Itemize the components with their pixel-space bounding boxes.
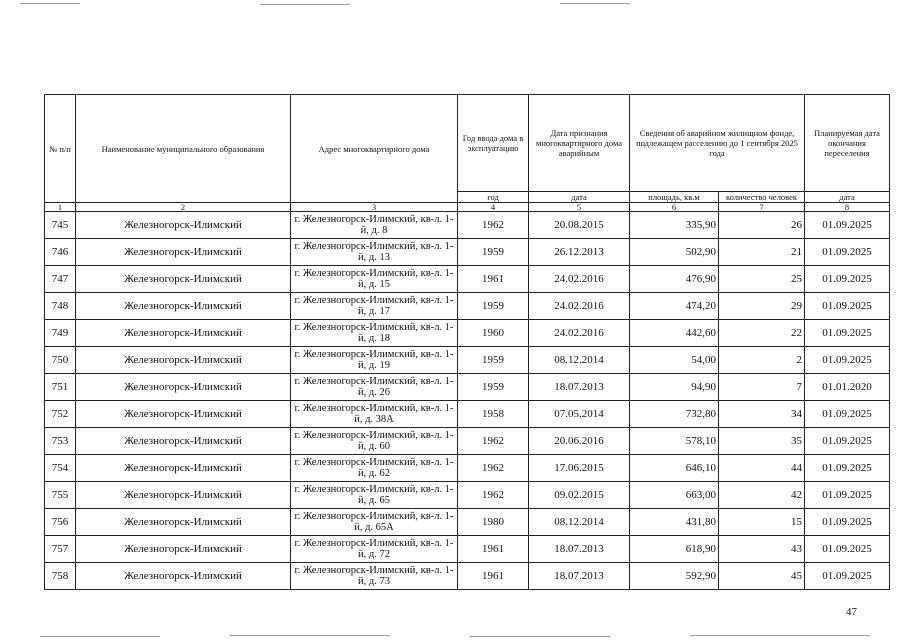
planned-date-cell: 01.01.2020 (805, 374, 890, 401)
people-count-cell: 42 (719, 482, 805, 509)
row-number-cell: 758 (45, 563, 76, 590)
address-cell: г. Железногорск-Илимский, кв-л. 1-й, д. 73 (291, 563, 458, 590)
people-count-cell: 43 (719, 536, 805, 563)
column-number: 8 (805, 203, 890, 212)
year-cell: 1959 (458, 374, 529, 401)
people-count-cell: 25 (719, 266, 805, 293)
area-cell: 732,80 (630, 401, 719, 428)
people-count-cell: 22 (719, 320, 805, 347)
recognition-date-cell: 24.02.2016 (529, 266, 630, 293)
row-number-cell: 754 (45, 455, 76, 482)
address-cell: г. Железногорск-Илимский, кв-л. 1-й, д. 38А (291, 401, 458, 428)
municipality-cell: Железногорск-Илимский (76, 401, 291, 428)
year-cell: 1959 (458, 293, 529, 320)
year-cell: 1962 (458, 428, 529, 455)
planned-date-cell: 01.09.2025 (805, 482, 890, 509)
column-number-row (45, 203, 890, 212)
column-number: 2 (76, 203, 291, 212)
area-cell: 431,80 (630, 509, 719, 536)
area-cell: 578,10 (630, 428, 719, 455)
municipality-cell: Железногорск-Илимский (76, 536, 291, 563)
planned-date-cell: 01.09.2025 (805, 536, 890, 563)
year-cell: 1962 (458, 212, 529, 239)
header-row (45, 95, 890, 192)
table-row (45, 482, 890, 509)
recognition-date-cell: 26.12.2013 (529, 239, 630, 266)
recognition-date-cell: 20.08.2015 (529, 212, 630, 239)
year-cell: 1961 (458, 536, 529, 563)
people-count-cell: 7 (719, 374, 805, 401)
address-cell: г. Железногорск-Илимский, кв-л. 1-й, д. 65А (291, 509, 458, 536)
municipality-cell: Железногорск-Илимский (76, 374, 291, 401)
planned-date-cell: 01.09.2025 (805, 320, 890, 347)
people-count-cell: 34 (719, 401, 805, 428)
row-number-cell: 747 (45, 266, 76, 293)
row-number-cell: 757 (45, 536, 76, 563)
address-cell: г. Железногорск-Илимский, кв-л. 1-й, д. 8 (291, 212, 458, 239)
column-number: 3 (291, 203, 458, 212)
planned-date-cell: 01.09.2025 (805, 239, 890, 266)
header-col3: Адрес многоквартирного дома (291, 95, 458, 203)
planned-date-cell: 01.09.2025 (805, 293, 890, 320)
header-col6: Сведения об аварийном жилищном фонде, подлежащем расселению до 1 сентября 2025 года (630, 95, 805, 192)
table-row (45, 347, 890, 374)
area-cell: 335,90 (630, 212, 719, 239)
address-cell: г. Железногорск-Илимский, кв-л. 1-й, д. 26 (291, 374, 458, 401)
recognition-date-cell: 07.05.2014 (529, 401, 630, 428)
column-number: 7 (719, 203, 805, 212)
scan-artifact (20, 3, 80, 4)
row-number-cell: 751 (45, 374, 76, 401)
recognition-date-cell: 08.12.2014 (529, 509, 630, 536)
area-cell: 618,90 (630, 536, 719, 563)
scan-artifact (690, 635, 870, 636)
address-cell: г. Железногорск-Илимский, кв-л. 1-й, д. 18 (291, 320, 458, 347)
planned-date-cell: 01.09.2025 (805, 563, 890, 590)
municipality-cell: Железногорск-Илимский (76, 428, 291, 455)
people-count-cell: 26 (719, 212, 805, 239)
table-row (45, 374, 890, 401)
table-row (45, 212, 890, 239)
row-number-cell: 745 (45, 212, 76, 239)
header-col2: Наименование муниципального образования (76, 95, 291, 203)
municipality-cell: Железногорск-Илимский (76, 266, 291, 293)
people-count-cell: 29 (719, 293, 805, 320)
planned-date-cell: 01.09.2025 (805, 347, 890, 374)
area-cell: 442,60 (630, 320, 719, 347)
year-cell: 1962 (458, 482, 529, 509)
table-row (45, 239, 890, 266)
year-cell: 1959 (458, 347, 529, 374)
page-number: 47 (846, 606, 857, 618)
table-row (45, 320, 890, 347)
column-number: 4 (458, 203, 529, 212)
people-count-cell: 35 (719, 428, 805, 455)
municipality-cell: Железногорск-Илимский (76, 293, 291, 320)
subheader-col4: год (458, 192, 529, 203)
planned-date-cell: 01.09.2025 (805, 428, 890, 455)
table-row (45, 509, 890, 536)
header-col5: Дата признания многоквартирного дома аварийным (529, 95, 630, 192)
address-cell: г. Железногорск-Илимский, кв-л. 1-й, д. 17 (291, 293, 458, 320)
area-cell: 94,90 (630, 374, 719, 401)
address-cell: г. Железногорск-Илимский, кв-л. 1-й, д. 15 (291, 266, 458, 293)
municipality-cell: Железногорск-Илимский (76, 212, 291, 239)
municipality-cell: Железногорск-Илимский (76, 482, 291, 509)
area-cell: 646,10 (630, 455, 719, 482)
table-row (45, 563, 890, 590)
planned-date-cell: 01.09.2025 (805, 212, 890, 239)
year-cell: 1961 (458, 563, 529, 590)
municipality-cell: Железногорск-Илимский (76, 455, 291, 482)
row-number-cell: 749 (45, 320, 76, 347)
table-row (45, 266, 890, 293)
area-cell: 663,00 (630, 482, 719, 509)
address-cell: г. Железногорск-Илимский, кв-л. 1-й, д. 65 (291, 482, 458, 509)
address-cell: г. Железногорск-Илимский, кв-л. 1-й, д. 62 (291, 455, 458, 482)
header-col1: № п/п (45, 95, 76, 203)
recognition-date-cell: 08.12.2014 (529, 347, 630, 374)
table-row (45, 455, 890, 482)
address-cell: г. Железногорск-Илимский, кв-л. 1-й, д. 60 (291, 428, 458, 455)
municipality-cell: Железногорск-Илимский (76, 320, 291, 347)
table-row (45, 428, 890, 455)
subheader-col5: дата (529, 192, 630, 203)
area-cell: 592,90 (630, 563, 719, 590)
table-row (45, 401, 890, 428)
planned-date-cell: 01.09.2025 (805, 455, 890, 482)
municipality-cell: Железногорск-Илимский (76, 563, 291, 590)
scan-artifact (470, 636, 610, 637)
address-cell: г. Железногорск-Илимский, кв-л. 1-й, д. 19 (291, 347, 458, 374)
municipality-cell: Железногорск-Илимский (76, 509, 291, 536)
subheader-col6: площадь, кв.м (630, 192, 719, 203)
people-count-cell: 2 (719, 347, 805, 374)
header-col8: Планируемая дата окончания переселения (805, 95, 890, 192)
planned-date-cell: 01.09.2025 (805, 509, 890, 536)
address-cell: г. Железногорск-Илимский, кв-л. 1-й, д. 13 (291, 239, 458, 266)
scan-artifact (560, 3, 630, 4)
recognition-date-cell: 20.06.2016 (529, 428, 630, 455)
housing-table (44, 94, 890, 590)
planned-date-cell: 01.09.2025 (805, 266, 890, 293)
address-cell: г. Железногорск-Илимский, кв-л. 1-й, д. 72 (291, 536, 458, 563)
area-cell: 54,00 (630, 347, 719, 374)
area-cell: 474,20 (630, 293, 719, 320)
row-number-cell: 748 (45, 293, 76, 320)
people-count-cell: 15 (719, 509, 805, 536)
recognition-date-cell: 09.02.2015 (529, 482, 630, 509)
table-row (45, 536, 890, 563)
table-row (45, 293, 890, 320)
municipality-cell: Железногорск-Илимский (76, 239, 291, 266)
recognition-date-cell: 18.07.2013 (529, 536, 630, 563)
recognition-date-cell: 18.07.2013 (529, 374, 630, 401)
header-col4: Год ввода дома в эксплуатацию (458, 95, 529, 192)
subheader-col8: дата (805, 192, 890, 203)
recognition-date-cell: 24.02.2016 (529, 293, 630, 320)
row-number-cell: 755 (45, 482, 76, 509)
recognition-date-cell: 17.06.2015 (529, 455, 630, 482)
column-number: 5 (529, 203, 630, 212)
planned-date-cell: 01.09.2025 (805, 401, 890, 428)
scan-artifact (260, 4, 350, 5)
column-number: 1 (45, 203, 76, 212)
scan-artifact (230, 635, 390, 636)
area-cell: 502,90 (630, 239, 719, 266)
subheader-col7: количество человек (719, 192, 805, 203)
row-number-cell: 746 (45, 239, 76, 266)
row-number-cell: 756 (45, 509, 76, 536)
column-number: 6 (630, 203, 719, 212)
year-cell: 1960 (458, 320, 529, 347)
recognition-date-cell: 24.02.2016 (529, 320, 630, 347)
people-count-cell: 44 (719, 455, 805, 482)
year-cell: 1962 (458, 455, 529, 482)
recognition-date-cell: 18.07.2013 (529, 563, 630, 590)
people-count-cell: 45 (719, 563, 805, 590)
year-cell: 1958 (458, 401, 529, 428)
year-cell: 1959 (458, 239, 529, 266)
year-cell: 1961 (458, 266, 529, 293)
row-number-cell: 753 (45, 428, 76, 455)
row-number-cell: 752 (45, 401, 76, 428)
scan-artifact (40, 636, 160, 637)
municipality-cell: Железногорск-Илимский (76, 347, 291, 374)
area-cell: 476,90 (630, 266, 719, 293)
people-count-cell: 21 (719, 239, 805, 266)
year-cell: 1980 (458, 509, 529, 536)
row-number-cell: 750 (45, 347, 76, 374)
